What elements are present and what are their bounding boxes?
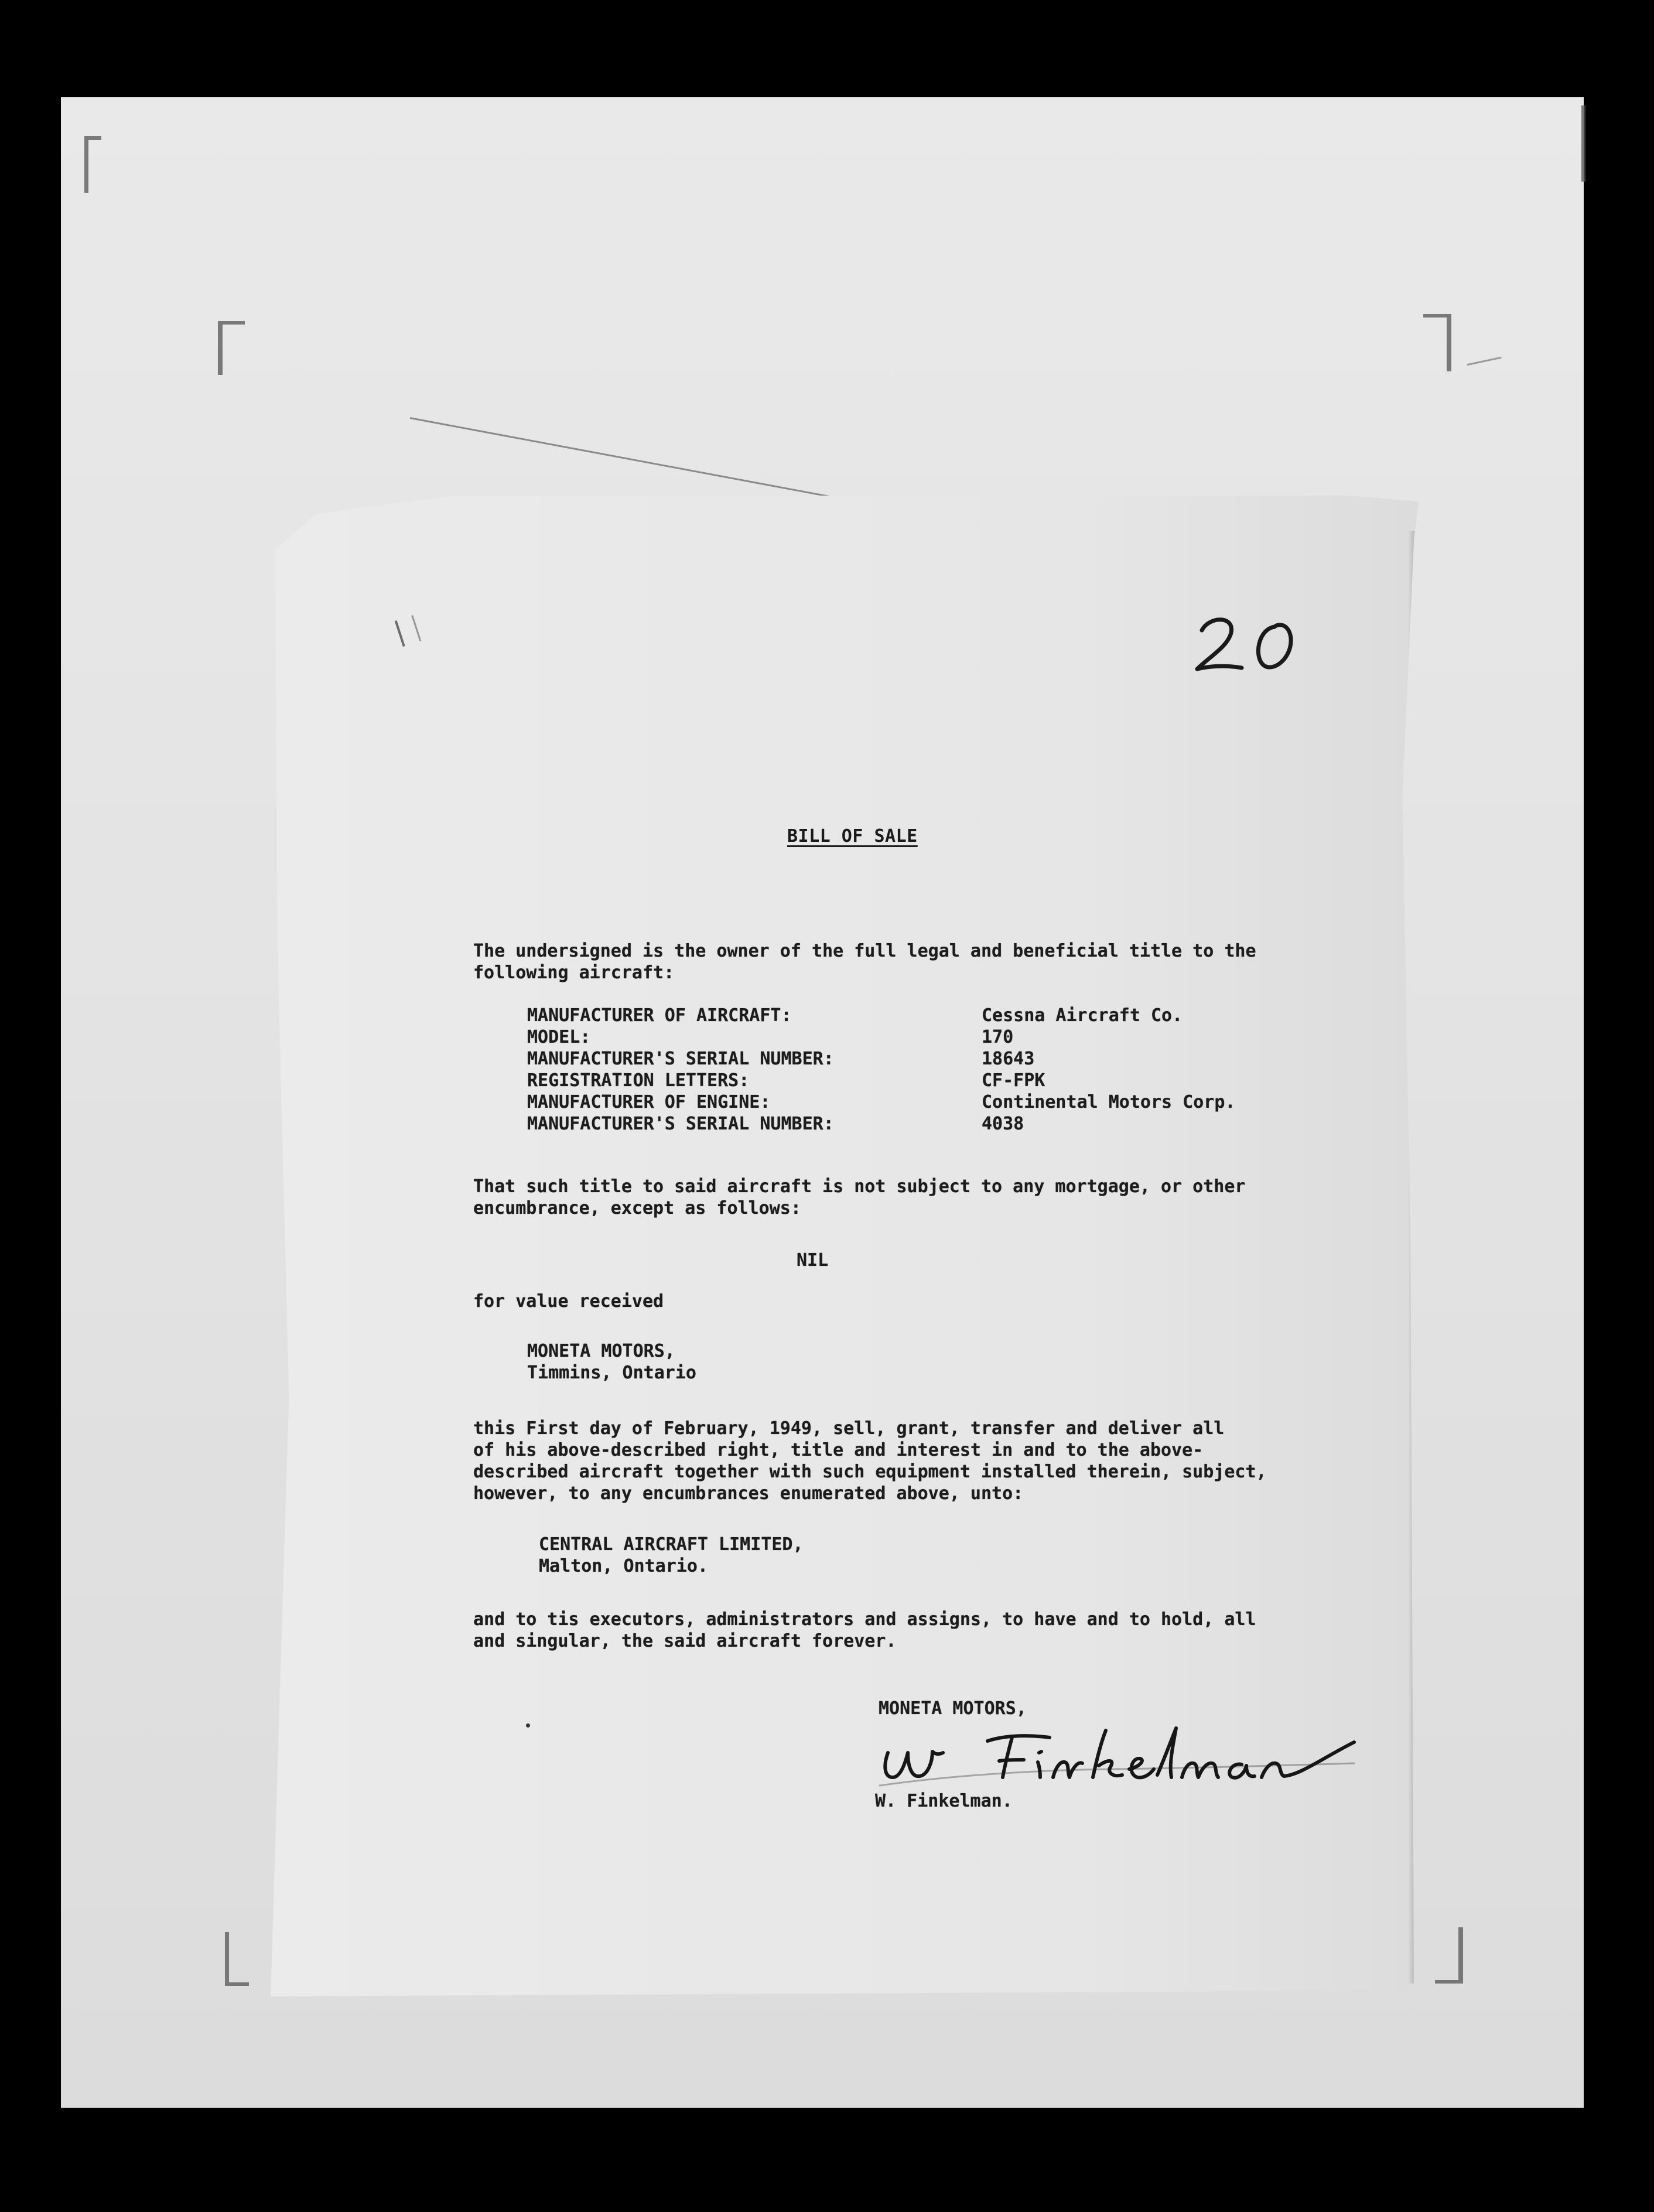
ownership-statement (473, 940, 1256, 984)
text-line: encumbrance, except as follows: (473, 1198, 801, 1218)
detail-label: REGISTRATION LETTERS: (527, 1070, 750, 1091)
seller-address: Timmins, Ontario (527, 1363, 696, 1383)
handwritten-signature (867, 1716, 1371, 1793)
aircraft-detail-labels (527, 1005, 834, 1135)
crop-mark-top-right (1423, 314, 1451, 371)
detail-label: MANUFACTURER'S SERIAL NUMBER: (527, 1114, 834, 1134)
seller-name: MONETA MOTORS, (527, 1341, 675, 1361)
text-line: following aircraft: (473, 962, 675, 983)
detail-label: MANUFACTURER OF ENGINE: (527, 1092, 771, 1112)
signatory-company: MONETA MOTORS, (879, 1698, 1027, 1719)
buyer-name: CENTRAL AIRCRAFT LIMITED, (539, 1534, 804, 1555)
detail-label: MANUFACTURER OF AIRCRAFT: (527, 1005, 792, 1026)
aircraft-detail-values (982, 1005, 1235, 1135)
signatory-name: W. Finkelman. (875, 1791, 1013, 1811)
seller-address-block (527, 1340, 696, 1384)
text-line: this First day of February, 1949, sell, grant, transfer and deliver all (473, 1418, 1225, 1439)
detail-value: 18643 (982, 1049, 1035, 1069)
transfer-statement (473, 1418, 1267, 1504)
detail-value: CF-FPK (982, 1070, 1045, 1091)
text-line: and to tis executors, administrators and assigns, to have and to hold, all (473, 1609, 1256, 1630)
buyer-address: Malton, Ontario. (539, 1556, 708, 1576)
text-line: and singular, the said aircraft forever. (473, 1631, 897, 1651)
document-title: BILL OF SALE (787, 826, 918, 846)
page-number-glyph (1189, 603, 1318, 680)
text-line: however, to any encumbrances enumerated above, unto: (473, 1483, 1024, 1504)
corner-mark (84, 136, 101, 193)
buyer-address-block (539, 1534, 804, 1577)
detail-label: MANUFACTURER'S SERIAL NUMBER: (527, 1049, 834, 1069)
crop-mark-bottom-right (1435, 1927, 1463, 1984)
text-line: described aircraft together with such equipment installed therein, subject, (473, 1462, 1267, 1482)
crop-mark-bottom-left (225, 1932, 249, 1986)
detail-value: Cessna Aircraft Co. (982, 1005, 1183, 1026)
text-line: The undersigned is the owner of the full legal and beneficial title to the (473, 941, 1256, 961)
detail-value: 170 (982, 1027, 1014, 1047)
ink-speck (526, 1723, 530, 1728)
crop-mark-top-left (218, 321, 245, 375)
encumbrance-value: NIL (797, 1250, 829, 1271)
text-line: That such title to said aircraft is not subject to any mortgage, or other (473, 1176, 1246, 1197)
detail-value: 4038 (982, 1114, 1024, 1134)
detail-value: Continental Motors Corp. (982, 1092, 1236, 1112)
detail-label: MODEL: (527, 1027, 591, 1047)
encumbrance-statement (473, 1176, 1246, 1219)
habendum-clause (473, 1609, 1256, 1652)
edge-mark (1574, 105, 1585, 182)
handwritten-page-number (1189, 603, 1318, 680)
consideration-line: for value received (473, 1291, 664, 1312)
signature-strokes (867, 1716, 1371, 1793)
text-line: of his above-described right, title and interest in and to the above- (473, 1440, 1204, 1460)
